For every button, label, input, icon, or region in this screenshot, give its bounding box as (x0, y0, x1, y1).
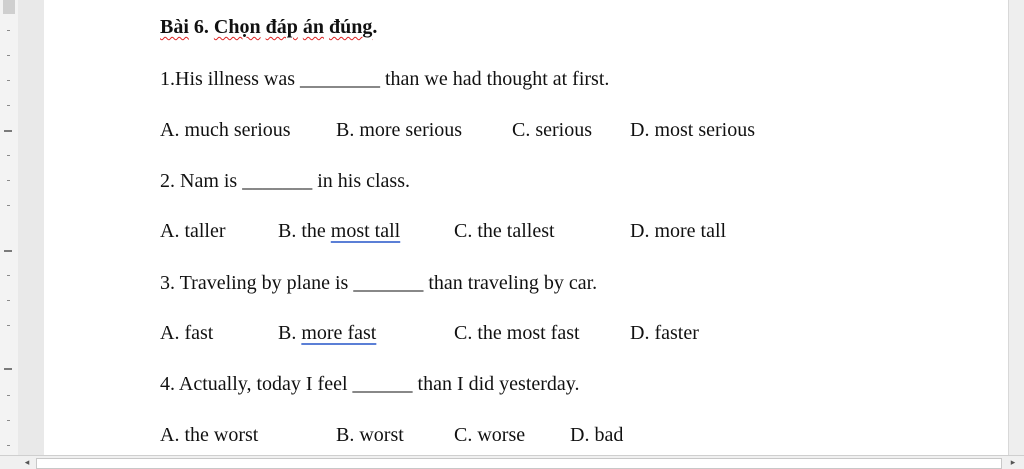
ruler-tick (7, 325, 10, 326)
question-1-options (160, 119, 960, 145)
option-b (278, 322, 376, 345)
option-b-prefix: B. (278, 322, 302, 344)
title-word: . (372, 16, 378, 38)
option-a: A. fast (160, 322, 214, 344)
ruler-tick (7, 420, 10, 421)
title-word: 6. (193, 16, 209, 38)
vertical-ruler (0, 0, 19, 455)
ruler-tick (7, 300, 10, 301)
option-b-prefix: B. the (278, 220, 331, 242)
horizontal-scrollbar[interactable] (0, 455, 1024, 469)
question-1-text: 1.His illness was ________ than we had thought at first. (160, 68, 610, 90)
page-gutter (18, 0, 44, 455)
option-a: A. taller (160, 220, 226, 242)
ruler-tick (7, 155, 10, 156)
option-d: D. bad (570, 424, 624, 446)
title-word: đáp (265, 16, 298, 38)
option-c: C. the tallest (454, 220, 555, 242)
ruler-mark (4, 130, 12, 132)
option-a: A. the worst (160, 424, 259, 446)
ruler-margin-shade (3, 0, 15, 14)
option-b (278, 220, 400, 243)
option-c: C. worse (454, 424, 526, 446)
question-3-text: 3. Traveling by plane is _______ than traveling by car. (160, 272, 598, 294)
document-page[interactable] (44, 0, 1008, 455)
title-word: án (302, 16, 324, 38)
grammar-flag[interactable]: more fast (301, 322, 377, 344)
ruler-tick (7, 395, 10, 396)
title-word: Bài (160, 16, 189, 38)
ruler-tick (7, 445, 10, 446)
option-d: D. most serious (630, 119, 755, 141)
ruler-tick (7, 275, 10, 276)
ruler-tick (7, 80, 10, 81)
question-2-text: 2. Nam is _______ in his class. (160, 170, 410, 192)
exercise-title (160, 16, 377, 39)
option-b: B. more serious (336, 119, 463, 141)
option-c: C. the most fast (454, 322, 580, 344)
ruler-tick (7, 55, 10, 56)
question-4-text: 4. Actually, today I feel ______ than I did yesterday. (160, 373, 580, 395)
ruler-tick (7, 30, 10, 31)
scroll-left-icon[interactable]: ◂ (24, 458, 30, 468)
title-word: Chọn (213, 16, 261, 38)
option-a: A. much serious (160, 119, 291, 141)
scroll-right-icon[interactable]: ▸ (1010, 458, 1016, 468)
ruler-tick (7, 180, 10, 181)
ruler-mark (4, 368, 12, 370)
title-word: đúng (328, 16, 373, 38)
ruler-mark (4, 250, 12, 252)
option-d: D. faster (630, 322, 699, 344)
scrollbar-thumb[interactable] (36, 458, 1002, 469)
ruler-tick (7, 105, 10, 106)
option-b: B. worst (336, 424, 404, 446)
option-c: C. serious (512, 119, 592, 141)
ruler-tick (7, 205, 10, 206)
grammar-flag[interactable]: most tall (330, 220, 401, 242)
option-d: D. more tall (630, 220, 727, 242)
question-2-options (160, 220, 960, 246)
vertical-scrollbar[interactable] (1008, 0, 1024, 455)
question-4-options (160, 424, 960, 450)
question-3-options (160, 322, 960, 348)
